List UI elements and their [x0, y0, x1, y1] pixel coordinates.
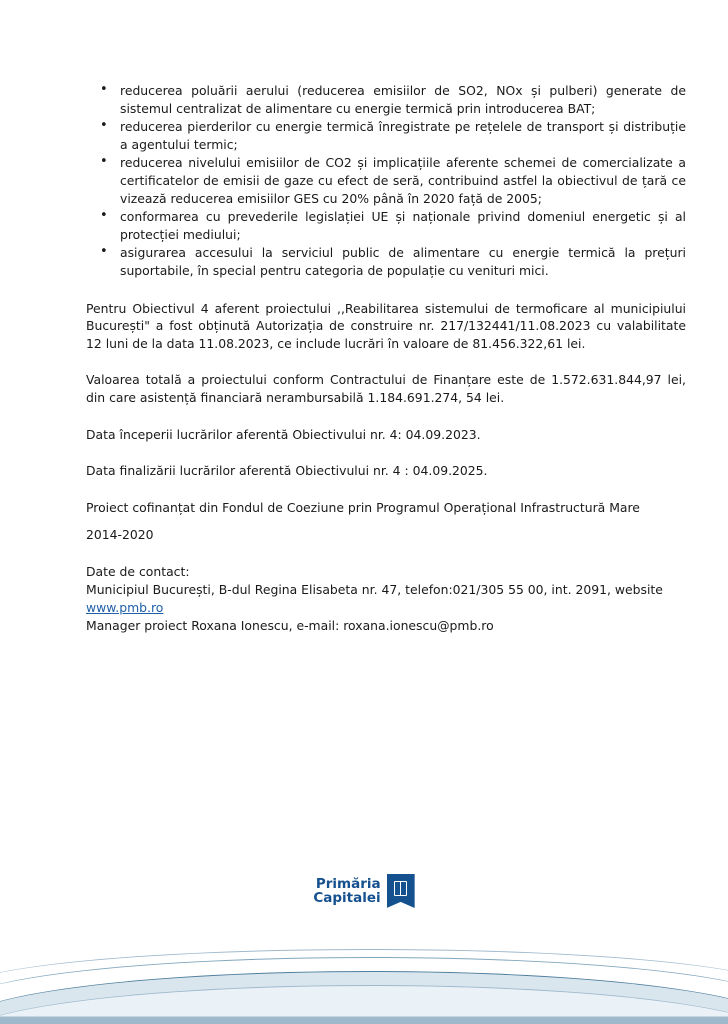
financing-line-1: Proiect cofinanțat din Fondul de Coeziune prin Programul Operațional Infrastructură Mare: [86, 499, 640, 515]
spacer: [86, 443, 686, 462]
coat-of-arms-icon: [387, 874, 415, 908]
spacer: [86, 352, 686, 371]
footer-wave-decoration: [0, 936, 728, 1024]
list-item: • reducerea poluării aerului (reducerea emisiilor de SO2, NOx și pulberi) generate de sistemul centralizat de alimentare cu energie termică prin introducerea BAT;: [120, 82, 686, 117]
list-item: • reducerea nivelului emisiilor de CO2 și implicațiile aferente schemei de comercializate a certificatelor de emisii de gaze cu efect de seră, contribuind astfel la obiectivul de țară ce vizează reducerea emisiilor GES cu 20% până în 2020 față de 2005;: [120, 154, 686, 207]
contact-heading: Date de contact:: [86, 563, 190, 579]
logo-line-1: Primăria: [315, 875, 381, 892]
contact-address: Municipiul București, B-dul Regina Elisabeta nr. 47, telefon:021/305 55 00, int. 2091, website: [86, 581, 663, 597]
logo-line-2: Capitalei: [313, 890, 381, 906]
paragraph-total-value: Valoarea totală a proiectului conform Contractului de Finanțare este de 1.572.631.844,97 lei, din care asistență financiară nerambursabilă 1.184.691.274, 54 lei.: [86, 372, 686, 405]
paragraph-end-date: Data finalizării lucrărilor aferentă Obiectivului nr. 4 : 04.09.2025.: [86, 463, 488, 479]
objectives-list: [86, 82, 686, 280]
footer-logo: [0, 874, 728, 908]
website-link[interactable]: www.pmb.ro: [86, 599, 164, 615]
spacer: [86, 480, 686, 499]
financing-line-2: 2014-2020: [86, 527, 154, 543]
pmb-logo: [313, 874, 414, 908]
spacer: [86, 407, 686, 426]
spacer: [86, 544, 686, 563]
contact-website-line: [86, 599, 686, 617]
spacer: [86, 281, 686, 300]
list-item: • asigurarea accesului la serviciul public de alimentare cu energie termică la prețuri suportabile, în special pentru categoria de populație cu venituri mici.: [120, 244, 686, 279]
spacer: [86, 516, 686, 526]
contact-manager: Manager proiect Roxana Ionescu, e-mail: roxana.ionescu@pmb.ro: [86, 617, 494, 633]
list-item: • conformarea cu prevederile legislației UE și naționale privind domeniul energetic și al protecției mediului;: [120, 208, 686, 243]
paragraph-authorization: Pentru Obiectivul 4 aferent proiectului ,,Reabilitarea sistemului de termoficare al municipiului București" a fost obținută Autorizația de construire nr. 217/132441/11.08.2023 cu valabilitate 12 luni de la data 11.08.2023, ce include lucrări în valoare de 81.456.322,61 lei.: [86, 300, 686, 351]
logo-text: [313, 877, 380, 906]
list-item: • reducerea pierderilor cu energie termică înregistrate pe rețelele de transport și distribuție a agentului termic;: [120, 118, 686, 153]
document-content: [86, 82, 686, 635]
paragraph-start-date: Data începerii lucrărilor aferentă Obiectivului nr. 4: 04.09.2023.: [86, 426, 481, 442]
